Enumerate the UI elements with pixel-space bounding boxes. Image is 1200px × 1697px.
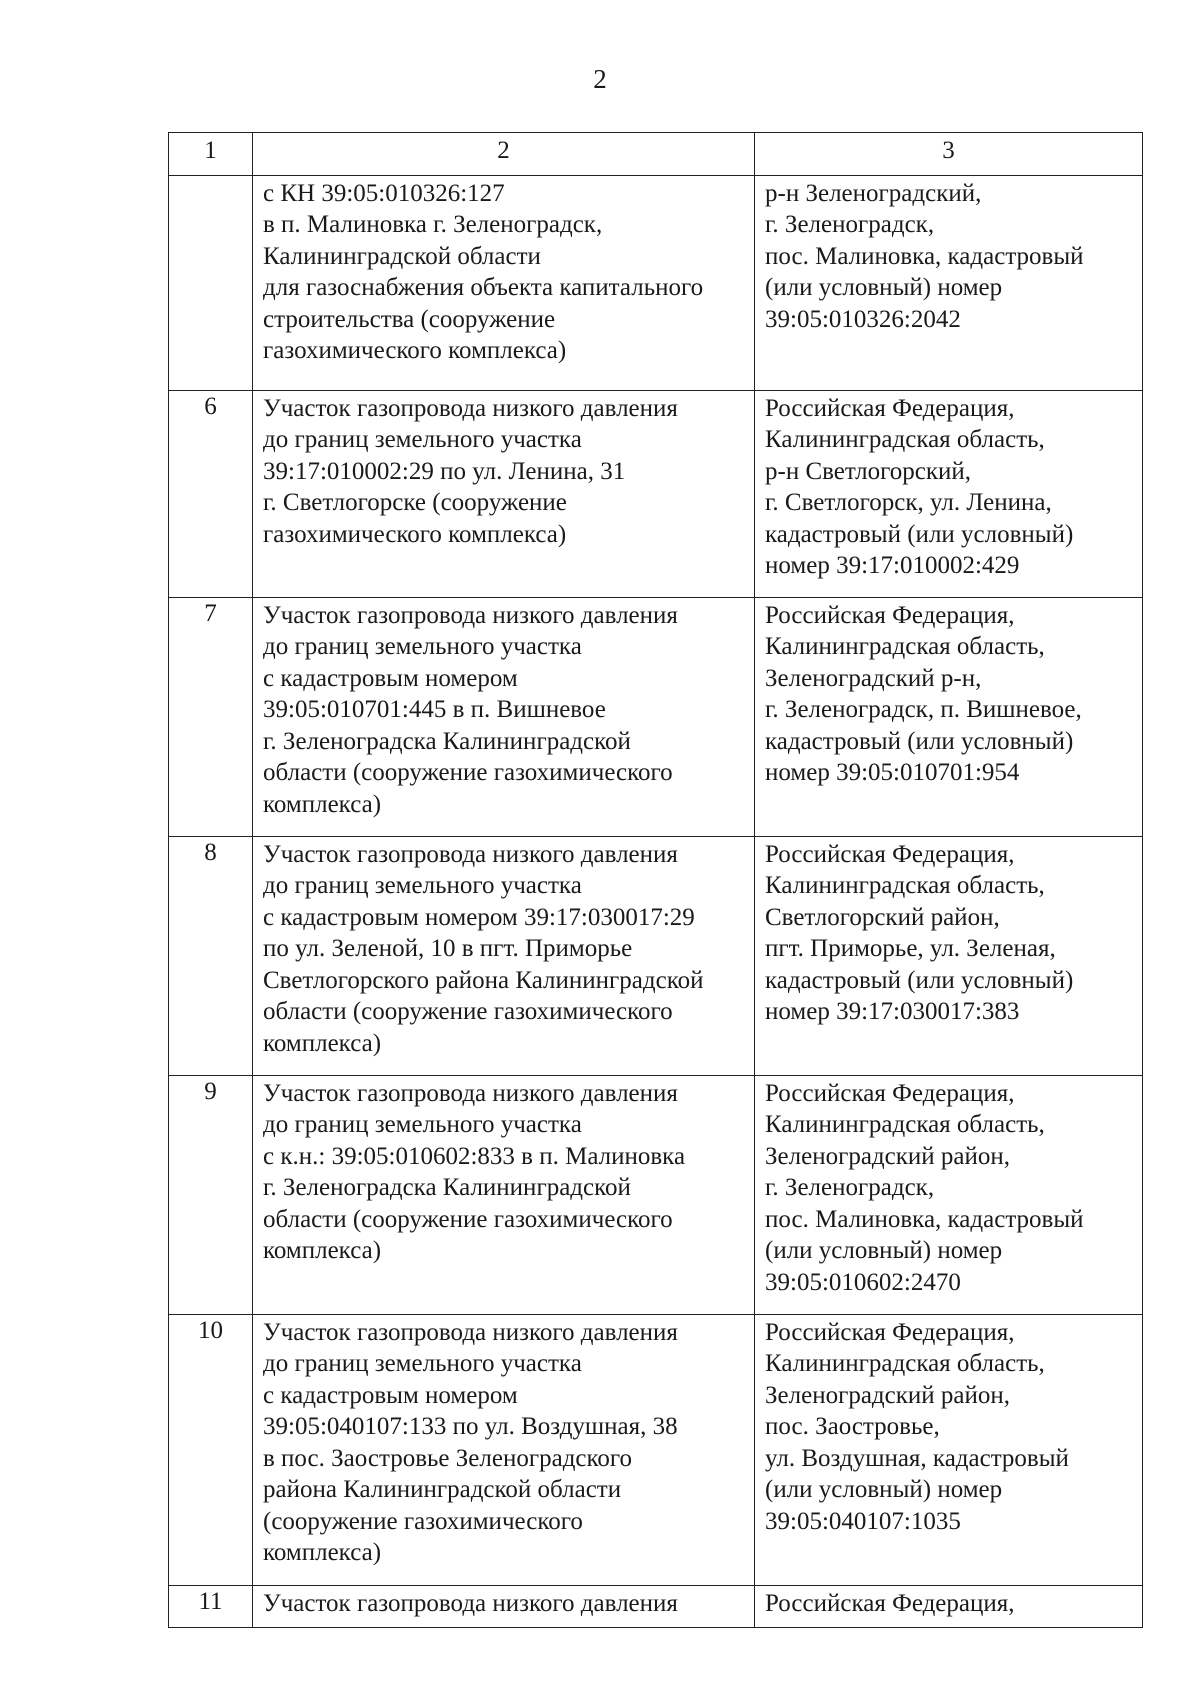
row-number: 11: [169, 1585, 253, 1628]
text-line: Калининградская область,: [765, 633, 1045, 660]
text-line: г. Зеленоградска Калининградской: [263, 727, 631, 755]
text-line: Участок газопровода низкого давления: [263, 1318, 678, 1346]
text-line: комплекса): [263, 1539, 382, 1566]
text-line: газохимического комплекса): [263, 520, 567, 548]
table-row: [169, 390, 1143, 597]
row-number: 7: [169, 597, 253, 836]
text-line: кадастровый (или условный): [765, 727, 1074, 755]
text-line: пос. Заостровье,: [765, 1413, 940, 1440]
row-number: [169, 175, 253, 390]
header-col-2: 2: [253, 133, 755, 176]
text-line: номер 39:17:010002:429: [765, 552, 1020, 579]
row-number: 10: [169, 1314, 253, 1585]
text-line: до границ земельного участка: [263, 1111, 582, 1138]
text-line: Участок газопровода низкого давления: [263, 840, 678, 868]
text-line: Участок газопровода низкого давления: [263, 601, 678, 629]
table-row: [169, 1585, 1143, 1628]
text-line: 39:05:040107:1035: [765, 1507, 961, 1535]
text-line: (или условный) номер: [765, 274, 1003, 301]
text-line: района Калининградской области: [263, 1476, 622, 1503]
text-line: 39:05:010701:445 в п. Вишневое: [263, 696, 606, 723]
text-line: Калининградская область,: [765, 1111, 1045, 1138]
table-row: [169, 1314, 1143, 1585]
text-line: строительства (сооружение: [263, 305, 556, 333]
row-number: 6: [169, 390, 253, 597]
text-line: 39:05:010602:2470: [765, 1268, 961, 1296]
text-line: (или условный) номер: [765, 1237, 1003, 1264]
text-line: Калининградской области: [263, 242, 541, 270]
text-line: г. Зеленоградск,: [765, 1174, 935, 1201]
objects-table: [168, 132, 1143, 1628]
text-line: номер 39:17:030017:383: [765, 998, 1020, 1025]
text-line: области (сооружение газохимического: [263, 759, 673, 786]
text-line: Калининградская область,: [765, 426, 1045, 453]
table-header-row: [169, 133, 1143, 176]
text-line: в п. Малиновка г. Зеленоградск,: [263, 211, 603, 238]
text-line: р-н Зеленоградский,: [765, 179, 982, 207]
object-address: [755, 1314, 1143, 1585]
text-line: Российская Федерация,: [765, 394, 1015, 422]
table-row: [169, 1075, 1143, 1314]
object-address: [755, 597, 1143, 836]
object-description: [253, 836, 755, 1075]
text-line: 39:05:040107:133 по ул. Воздушная, 38: [263, 1413, 678, 1440]
object-address: [755, 1075, 1143, 1314]
text-line: с кадастровым номером 39:17:030017:29: [263, 903, 695, 931]
text-line: газохимического комплекса): [263, 337, 567, 364]
table-row: [169, 836, 1143, 1075]
text-line: Участок газопровода низкого давления: [263, 394, 678, 422]
row-number: 8: [169, 836, 253, 1075]
text-line: Российская Федерация,: [765, 601, 1015, 629]
text-line: Калининградская область,: [765, 872, 1045, 899]
text-line: Зеленоградский район,: [765, 1381, 1010, 1409]
text-line: г. Зеленоградск,: [765, 211, 935, 238]
text-line: в пос. Заостровье Зеленоградского: [263, 1444, 633, 1472]
text-line: Калининградская область,: [765, 1350, 1045, 1377]
text-line: г. Зеленоградск, п. Вишневое,: [765, 696, 1082, 723]
header-col-1: 1: [169, 133, 253, 176]
object-description: [253, 1075, 755, 1314]
text-line: (сооружение газохимического: [263, 1507, 583, 1535]
text-line: г. Светлогорск, ул. Ленина,: [765, 489, 1052, 516]
text-line: р-н Светлогорский,: [765, 457, 972, 485]
object-address: [755, 1585, 1143, 1628]
text-line: по ул. Зеленой, 10 в пгт. Приморье: [263, 935, 633, 962]
text-line: Зеленоградский р-н,: [765, 664, 982, 692]
text-line: номер 39:05:010701:954: [765, 759, 1020, 786]
text-line: области (сооружение газохимического: [263, 998, 673, 1025]
table-row: [169, 175, 1143, 390]
text-line: до границ земельного участка: [263, 872, 582, 899]
header-col-3: 3: [755, 133, 1143, 176]
object-description: [253, 1585, 755, 1628]
text-line: Российская Федерация,: [765, 1318, 1015, 1346]
text-line: ул. Воздушная, кадастровый: [765, 1444, 1069, 1472]
text-line: с КН 39:05:010326:127: [263, 179, 505, 207]
text-line: 39:05:010326:2042: [765, 305, 961, 333]
text-line: Зеленоградский район,: [765, 1142, 1010, 1170]
object-address: [755, 390, 1143, 597]
text-line: Российская Федерация,: [765, 1079, 1015, 1107]
text-line: с кадастровым номером: [263, 1381, 518, 1409]
table-row: [169, 597, 1143, 836]
text-line: Российская Федерация,: [765, 840, 1015, 868]
text-line: пос. Малиновка, кадастровый: [765, 242, 1084, 270]
object-description: [253, 1314, 755, 1585]
text-line: Участок газопровода низкого давления: [263, 1079, 678, 1107]
text-line: 39:17:010002:29 по ул. Ленина, 31: [263, 457, 626, 485]
text-line: Российская Федерация,: [765, 1589, 1015, 1617]
text-line: области (сооружение газохимического: [263, 1205, 673, 1233]
text-line: комплекса): [263, 790, 382, 818]
text-line: до границ земельного участка: [263, 1350, 582, 1377]
text-line: с кадастровым номером: [263, 664, 518, 692]
object-description: [253, 597, 755, 836]
text-line: пгт. Приморье, ул. Зеленая,: [765, 935, 1056, 962]
row-number: 9: [169, 1075, 253, 1314]
text-line: Светлогорский район,: [765, 903, 1000, 931]
text-line: г. Зеленоградска Калининградской: [263, 1174, 631, 1201]
text-line: кадастровый (или условный): [765, 520, 1074, 548]
text-line: до границ земельного участка: [263, 426, 582, 453]
text-line: (или условный) номер: [765, 1476, 1003, 1503]
text-line: Участок газопровода низкого давления: [263, 1589, 678, 1617]
text-line: Светлогорского района Калининградской: [263, 966, 704, 994]
object-address: [755, 175, 1143, 390]
text-line: г. Светлогорске (сооружение: [263, 489, 567, 516]
text-line: комплекса): [263, 1029, 382, 1057]
text-line: комплекса): [263, 1237, 382, 1264]
text-line: кадастровый (или условный): [765, 966, 1074, 994]
page-number: 2: [593, 64, 607, 94]
text-line: с к.н.: 39:05:010602:833 в п. Малиновка: [263, 1142, 686, 1170]
object-description: [253, 175, 755, 390]
text-line: пос. Малиновка, кадастровый: [765, 1205, 1084, 1233]
text-line: до границ земельного участка: [263, 633, 582, 660]
text-line: для газоснабжения объекта капитального: [263, 274, 704, 301]
object-address: [755, 836, 1143, 1075]
object-description: [253, 390, 755, 597]
